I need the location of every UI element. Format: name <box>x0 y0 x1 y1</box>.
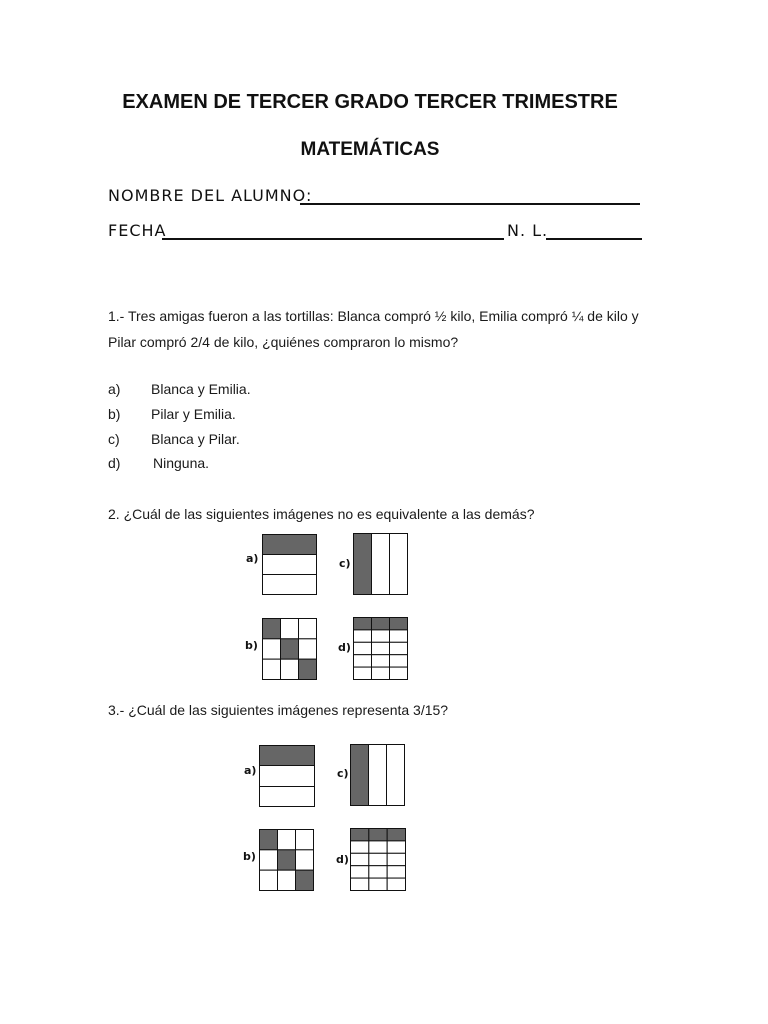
q3-fig-b-cell <box>260 870 278 890</box>
q2-fig-d-cell <box>372 630 390 642</box>
q3-fig-b-cell <box>278 870 296 890</box>
q3-fig-d-cell <box>369 841 387 853</box>
q2-fig-d-cell <box>390 655 408 667</box>
q2-fig-d-cell <box>354 630 372 642</box>
q1-option-a-letter: a) <box>108 381 121 397</box>
q2-fig-b-shaded-cell <box>263 619 281 639</box>
student-name-label: NOMBRE DEL ALUMNO: <box>108 186 313 205</box>
q3-fig-d-cell <box>369 878 387 890</box>
q2-fig-b-shaded-cell <box>299 659 317 679</box>
q2-fig-d-cell <box>372 655 390 667</box>
q3-fig-d-cell <box>351 841 369 853</box>
q3-fig-c-label: c) <box>337 767 349 780</box>
q3-fig-d-cell <box>351 853 369 865</box>
q3-fig-d-shaded-cell <box>387 829 405 841</box>
q3-fig-a-label: a) <box>244 764 257 777</box>
q3-fig-b-cell <box>260 850 278 870</box>
question-2-text: 2. ¿Cuál de las siguientes imágenes no es equivalente a las demás? <box>108 506 535 522</box>
q3-fig-b-shaded-cell <box>278 850 296 870</box>
q3-fig-b-cell <box>296 850 314 870</box>
q3-fig-c-shaded-part <box>351 745 369 806</box>
q1-option-d-text[interactable]: Ninguna. <box>153 455 210 471</box>
q3-figure-a[interactable] <box>259 745 316 808</box>
q3-fig-a-shaded-part <box>260 746 315 766</box>
q3-fig-d-cell <box>351 866 369 878</box>
q1-option-b-letter: b) <box>108 406 121 422</box>
q3-fig-b-shaded-cell <box>296 870 314 890</box>
q3-fig-b-label: b) <box>243 850 256 863</box>
q2-fig-a-part <box>263 555 317 575</box>
q2-fig-d-cell <box>354 655 372 667</box>
q2-fig-b-cell <box>281 619 299 639</box>
q1-option-a-text[interactable]: Blanca y Emilia. <box>151 381 251 397</box>
q2-fig-d-cell <box>354 667 372 679</box>
q1-option-c-text[interactable]: Blanca y Pilar. <box>151 431 240 447</box>
date-label: FECHA <box>108 221 167 240</box>
q2-fig-d-cell <box>390 642 408 654</box>
q2-fig-d-shaded-cell <box>390 618 408 630</box>
q3-fig-b-cell <box>296 830 314 850</box>
q2-fig-c-shaded-part <box>354 534 372 595</box>
q2-fig-d-cell <box>372 642 390 654</box>
q2-figure-d[interactable] <box>353 617 409 681</box>
q3-fig-d-cell <box>387 866 405 878</box>
q3-fig-d-cell <box>351 878 369 890</box>
list-number-label: N. L. <box>507 221 549 240</box>
q2-figure-a[interactable] <box>262 534 318 596</box>
q2-fig-d-cell <box>354 642 372 654</box>
date-line[interactable] <box>162 238 504 240</box>
q2-fig-d-cell <box>390 630 408 642</box>
q3-fig-a-part <box>260 787 315 807</box>
student-name-line[interactable] <box>300 203 640 205</box>
q3-fig-c-part <box>369 745 387 806</box>
q3-fig-a-part <box>260 766 315 787</box>
q2-fig-d-label: d) <box>338 641 351 654</box>
q3-figure-c[interactable] <box>350 744 407 807</box>
q2-fig-a-label: a) <box>246 552 259 565</box>
q3-fig-b-shaded-cell <box>260 830 278 850</box>
q3-fig-d-shaded-cell <box>369 829 387 841</box>
q2-fig-b-cell <box>281 659 299 679</box>
q3-figure-b[interactable] <box>259 829 315 892</box>
q3-fig-d-label: d) <box>336 853 349 866</box>
q2-figure-b[interactable] <box>262 618 318 681</box>
q3-fig-d-cell <box>369 866 387 878</box>
question-3-text: 3.- ¿Cuál de las siguientes imágenes representa 3/15? <box>108 702 449 718</box>
q2-fig-c-part <box>372 534 390 595</box>
q2-fig-b-cell <box>263 639 281 659</box>
q1-option-d-letter: d) <box>108 455 121 471</box>
q2-fig-b-cell <box>299 619 317 639</box>
q2-fig-b-cell <box>299 639 317 659</box>
q2-fig-b-cell <box>263 659 281 679</box>
q2-fig-c-part <box>390 534 408 595</box>
q3-fig-b-cell <box>278 830 296 850</box>
q3-fig-d-cell <box>369 853 387 865</box>
q1-option-b-text[interactable]: Pilar y Emilia. <box>151 406 236 422</box>
q3-fig-d-cell <box>387 841 405 853</box>
q2-fig-c-label: c) <box>339 557 351 570</box>
q3-fig-d-cell <box>387 853 405 865</box>
q2-fig-d-shaded-cell <box>372 618 390 630</box>
q2-figure-c[interactable] <box>353 533 410 596</box>
q2-fig-d-cell <box>372 667 390 679</box>
q3-figure-d[interactable] <box>350 828 407 892</box>
q2-fig-d-cell <box>390 667 408 679</box>
q2-fig-b-shaded-cell <box>281 639 299 659</box>
q3-fig-d-cell <box>387 878 405 890</box>
exam-title: EXAMEN DE TERCER GRADO TERCER TRIMESTRE <box>122 91 618 113</box>
q3-fig-c-part <box>387 745 405 806</box>
exam-subject: MATEMÁTICAS <box>300 139 440 160</box>
question-1-line-2: Pilar compró 2/4 de kilo, ¿quiénes compraron lo mismo? <box>108 334 459 350</box>
q2-fig-a-shaded-part <box>263 535 317 555</box>
q1-option-c-letter: c) <box>108 431 120 447</box>
question-1-line-1: 1.- Tres amigas fueron a las tortillas: Blanca compró ½ kilo, Emilia compró ¼ de kilo y <box>108 308 639 324</box>
q2-fig-a-part <box>263 575 317 595</box>
q2-fig-b-label: b) <box>245 639 258 652</box>
q2-fig-d-shaded-cell <box>354 618 372 630</box>
list-number-line[interactable] <box>546 238 642 240</box>
q3-fig-d-shaded-cell <box>351 829 369 841</box>
